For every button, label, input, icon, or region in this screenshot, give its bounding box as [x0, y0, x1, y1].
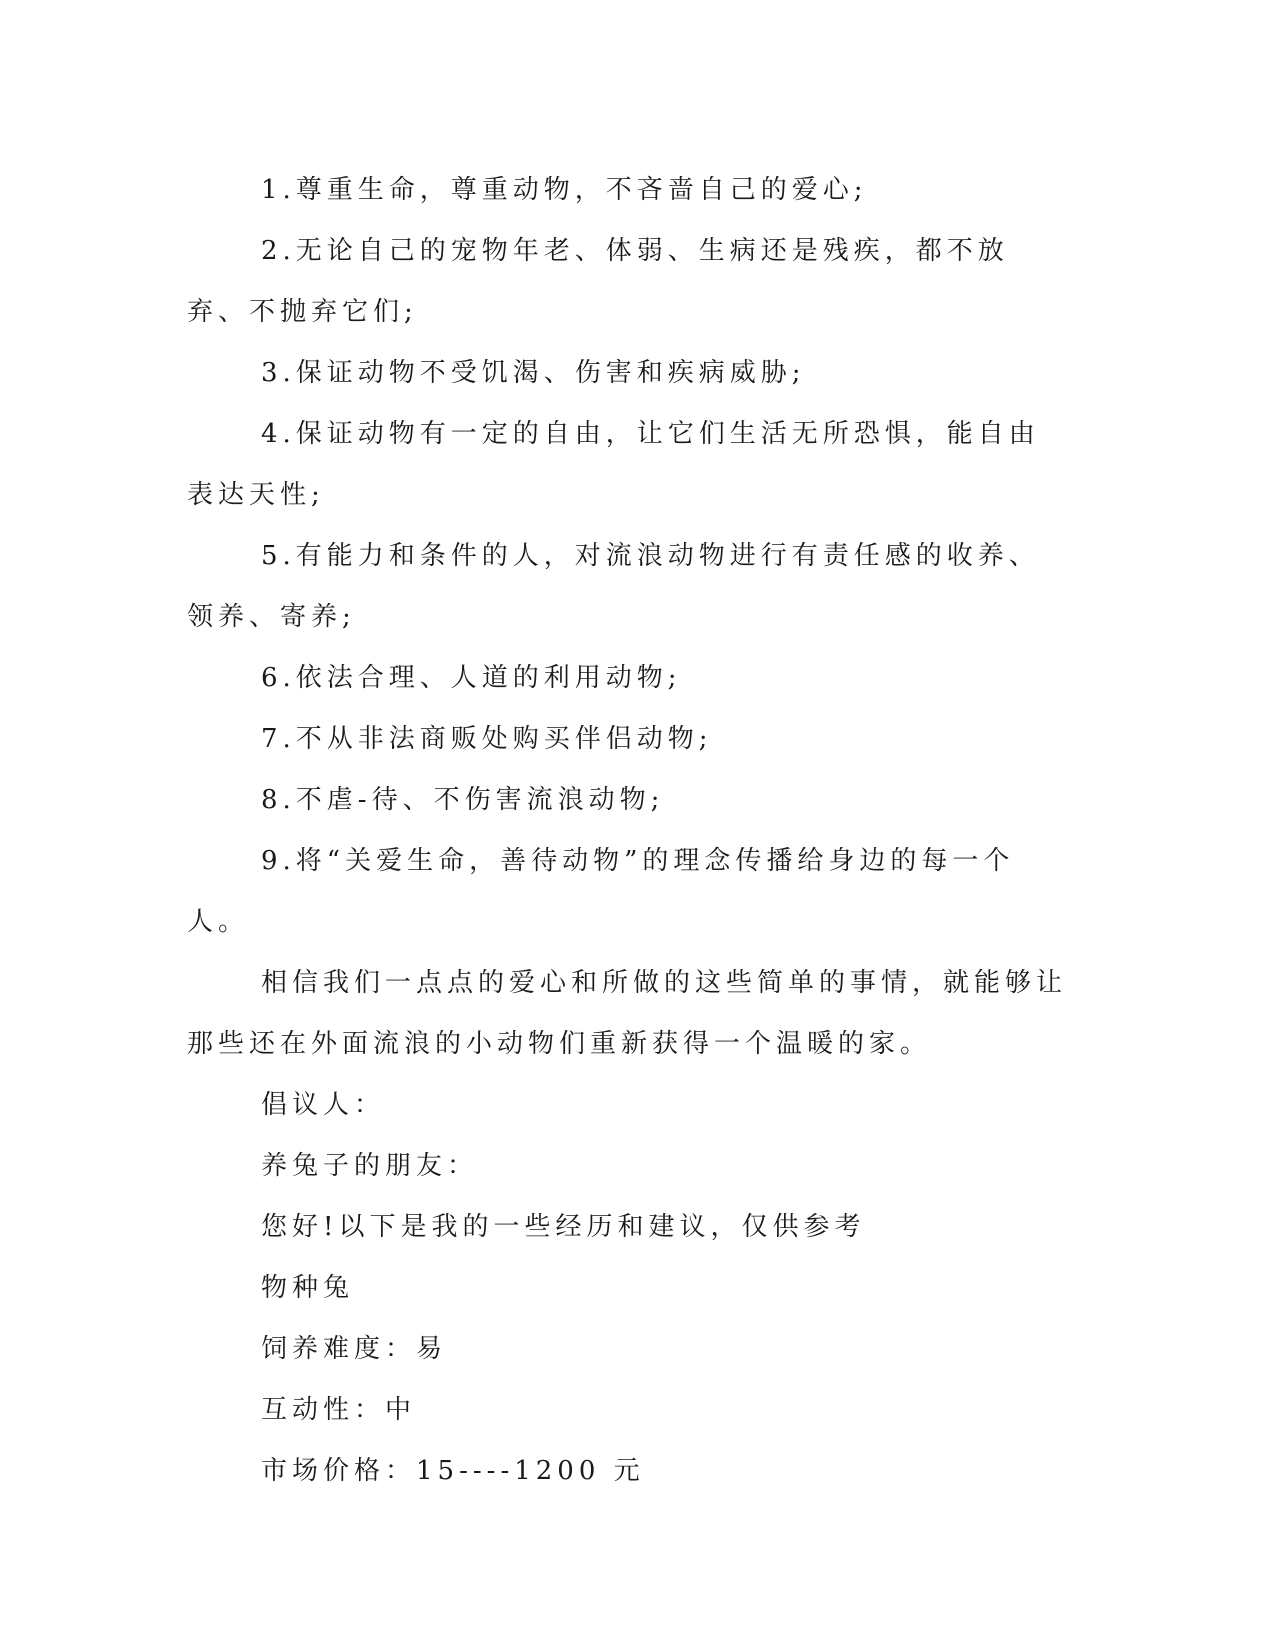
paragraph-1: 1.尊重生命，尊重动物，不吝啬自己的爱心; — [261, 175, 868, 205]
document-body — [187, 160, 1067, 1502]
paragraph-9: 9.将“关爱生命，善待动物”的理念传播给身边的每一个人。 — [187, 846, 1015, 937]
intro-line: 您好!以下是我的一些经历和建议，仅供参考 — [261, 1212, 866, 1242]
paragraph-3: 3.保证动物不受饥渴、伤害和疾病威胁; — [261, 358, 806, 388]
paragraph-6: 6.依法合理、人道的利用动物; — [261, 663, 682, 693]
paragraph-7: 7.不从非法商贩处购买伴侣动物; — [261, 724, 713, 754]
difficulty-line: 饲养难度：易 — [261, 1334, 448, 1364]
interactivity-line: 互动性：中 — [261, 1395, 417, 1425]
paragraph-4: 4.保证动物有一定的自由，让它们生活无所恐惧，能自由表达天性; — [187, 419, 1040, 510]
paragraph-5: 5.有能力和条件的人，对流浪动物进行有责任感的收养、领养、寄养; — [187, 541, 1040, 632]
closing-paragraph: 相信我们一点点的爱心和所做的这些简单的事情，就能够让那些还在外面流浪的小动物们重新获得一个温暖的家。 — [187, 968, 1068, 1059]
paragraph-2: 2.无论自己的宠物年老、体弱、生病还是残疾，都不放弃、不抛弃它们; — [187, 236, 1009, 327]
paragraph-8: 8.不虐-待、不伤害流浪动物; — [261, 785, 665, 815]
price-line: 市场价格：15----1200 元 — [261, 1456, 645, 1486]
greeting-line: 养兔子的朋友： — [261, 1151, 479, 1181]
initiator-label: 倡议人： — [261, 1090, 386, 1120]
species-line: 物种兔 — [261, 1273, 355, 1303]
